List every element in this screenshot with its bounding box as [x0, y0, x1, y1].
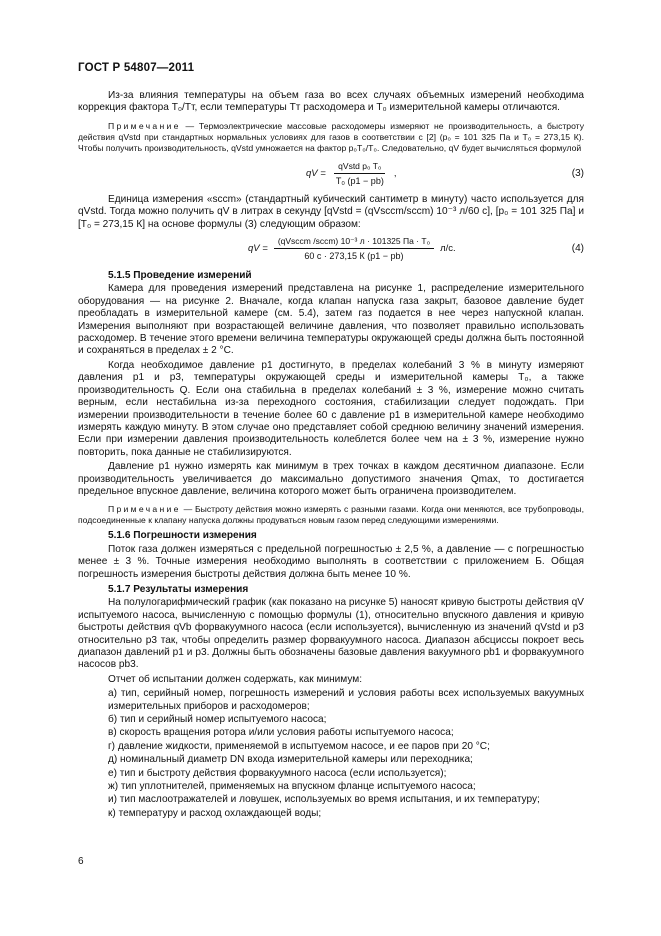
- formula-lhs: qV =: [306, 167, 326, 179]
- formula-denominator: 60 с · 273,15 К (p1 − pb): [304, 251, 404, 262]
- paragraph: Когда необходимое давление p1 достигнуто, в пределах колебаний 3 % в минуту измеряют давления p1 и p3, температуры окружающей среды и измерительной камеры T₀, а также производительность Q. Если она стабильна в пределах колебаний ± 3 %, измерение можно считать верным, если нестабильна из-за переходного состояния, стабилизации следует подождать. При измерении производительности в течение более 60 с давление p1 в измерительной камере необходимо измерять каждую минуту. В этом случае оно представляет собой среднюю величину значений измерения. Если при измерении давления производительность колеблется более чем на ± 3 %, измерение нужно повторить, пока данные не стабилизируются.: [78, 359, 584, 458]
- paragraph: На полулогарифмический график (как показано на рисунке 5) наносят кривую быстроты действия qV испытуемого насоса, вычисленную с помощью формулы (1), относительно впускного давления и кривую быстроты действия qVb форвакуумного насоса (если используется), вычисленную из значений qVstd и p3 относительно p3 так, чтобы определить размер форвакуумного насоса. Диапазон абсциссы покроет весь диапазон давлений p1 и p3. Должны быть обозначены базовые давления вакуумного pb1 и форвакуумного насосов pb3.: [78, 597, 584, 671]
- note-text: — Термоэлектрические массовые расходомеры измеряют не производительность, а быстроту действия qVstd при стандартных нормальных условиях для газов в соответствии с [2] (p₀ = 101 325 Па и T₀ = 273,15 К). Чтобы получить производительность, qVstd умножается на фактор p₀T₀/T₀. Следовательно, qV будет вычисляться формулой: [78, 120, 585, 153]
- note-label: Примечание: [108, 504, 181, 515]
- list-item: е) тип и быстроту действия форвакуумного насоса (если используется);: [108, 767, 447, 779]
- formula-number: (3): [571, 167, 584, 179]
- note-label: Примечание: [108, 120, 181, 131]
- formula-numerator: (qVsccm /sccm) 10⁻³ л · 101325 Па · T₀: [274, 235, 434, 249]
- formula-number: (4): [571, 243, 584, 255]
- formula-lhs: qV =: [248, 242, 268, 254]
- paragraph: Поток газа должен измеряться с предельной погрешностью ± 2,5 %, а давление — с погрешностью менее ± 3 %. Точные измерения необходимо выполнять в соответствии с приложением Б. Общая погрешность измерения быстроты действия должна быть менее 10 %.: [78, 543, 584, 580]
- section-heading-5-1-5: 5.1.5 Проведение измерений: [108, 270, 252, 282]
- formula-denominator: T₀ (p1 − pb): [335, 176, 384, 187]
- page-number: 6: [78, 856, 84, 867]
- note-gases: [78, 504, 584, 526]
- paragraph: Камера для проведения измерений представлена на рисунке 1, распределение измерительного оборудования — на рисунке 2. Вначале, когда клапан напуска газа закрыт, базовое давление будет преобладать в измерительной камере (см. 5.4), затем газ подается в нее через напускной клапан. Измерения выполняют при возрастающей величине давления, что позволяет правильно использовать расходомер. В течение этого времени величина температуры окружающей среды должна быть постоянной и сохраняться в пределах ± 2 °С.: [78, 283, 584, 357]
- formula-4: [78, 233, 584, 267]
- formula-tail: ,: [393, 167, 397, 179]
- paragraph: Отчет об испытании должен содержать, как минимум:: [108, 673, 363, 685]
- list-item: и) тип маслоотражателей и ловушек, используемых во время испытания, и их температуру;: [108, 794, 540, 806]
- note-thermoelectric: [78, 121, 584, 154]
- list-item: д) номинальный диаметр DN входа измерительной камеры или переходника;: [108, 754, 473, 766]
- list-item: б) тип и серийный номер испытуемого насоса;: [108, 714, 327, 726]
- paragraph-temperature-correction: Из-за влияния температуры на объем газа во всех случаях объемных измерений необходима коррекция фактора T₀/Tт, если температуры Tт расходомера и T₀ измерительной камеры отличаются.: [78, 90, 584, 114]
- paragraph-sccm: Единица измерения «sccm» (стандартный кубический сантиметр в минуту) часто используется для qVstd. Тогда можно получить qV в литрах в секунду [qVstd = (qVsccm/sccm) 10⁻³ л/60 с], [p₀ = 101 325 Па] и [T₀ = 273,15 К] на основе формулы (3) следующим образом:: [78, 193, 584, 230]
- paragraph: Давление p1 нужно измерять как минимум в трех точках в каждом десятичном диапазоне. Если производительность увеличивается до максимально допустимого значения Qmax, то достигается предельное впускное давление, величина которого может быть ограничена производителем.: [78, 461, 584, 497]
- document-body: [78, 90, 584, 821]
- list-item: г) давление жидкости, применяемой в испытуемом насосе, и ее паров при 20 °С;: [108, 740, 490, 752]
- list-item: к) температуру и расход охлаждающей воды;: [108, 807, 322, 819]
- list-item: в) скорость вращения ротора и/или условия работы испытуемого насоса;: [108, 727, 454, 739]
- note-text: — Быстроту действия можно измерять с разными газами. Когда они меняются, все трубопроводы, подсоединенные к клапану напуска должны продуваться новым газом перед следующими измерениями.: [78, 504, 584, 526]
- formula-3: [78, 158, 584, 192]
- section-heading-5-1-7: 5.1.7 Результаты измерения: [108, 583, 249, 595]
- list-item: а) тип, серийный номер, погрешность измерений и условия работы всех используемых вакуумных измерительных приборов и расходомеров;: [108, 688, 584, 712]
- list-item: ж) тип уплотнителей, применяемых на впускном фланце испытуемого насоса;: [108, 781, 476, 793]
- document-header: ГОСТ Р 54807—2011: [78, 62, 195, 74]
- section-heading-5-1-6: 5.1.6 Погрешности измерения: [108, 530, 257, 542]
- formula-numerator: qVstd p₀ T₀: [334, 160, 385, 174]
- formula-tail: л/с.: [440, 242, 456, 254]
